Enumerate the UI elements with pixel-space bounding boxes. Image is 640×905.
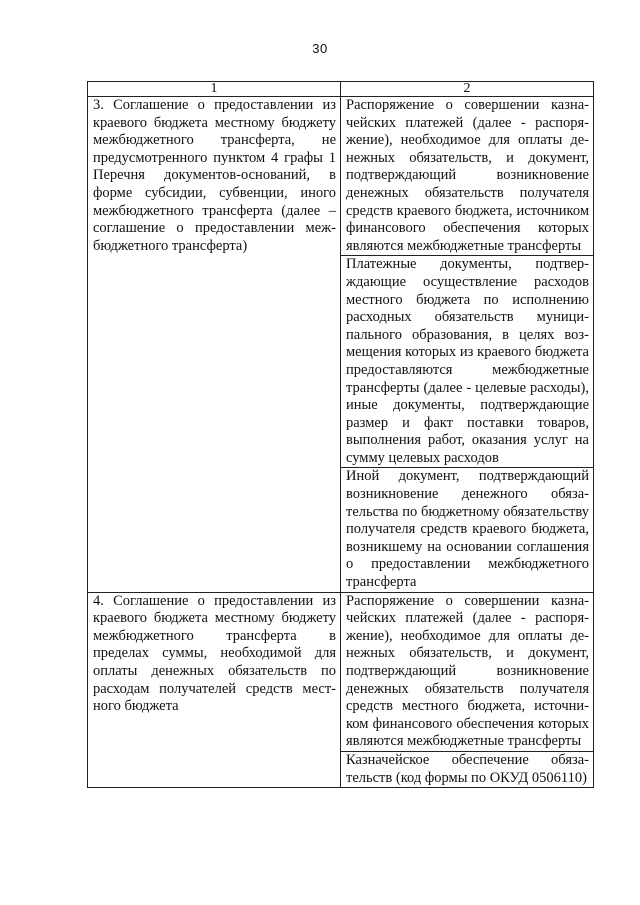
row-3-document-basis — [88, 97, 341, 593]
row-4-right-text-2: Казначейское обеспечение обязательств (код формы по ОКУД 0506110) — [346, 751, 589, 786]
table-header-row — [88, 82, 594, 97]
row-3-supporting-doc-2 — [341, 256, 594, 468]
column-header-1: 1 — [88, 82, 341, 97]
row-3-right-text-1: Распоряжение о совершении казначейских платежей (далее - распоряжение), необходимое для оплаты денежных обязательств, и документ, подтверждающий возникновение денежных обязательств получателя средств краевого бюджета, источником финансового обеспечения которых являются межбюджетные трансферты — [346, 97, 589, 254]
page-number: 30 — [312, 41, 328, 56]
row-4-supporting-doc-1 — [341, 592, 594, 751]
row-4-left-text: 4. Соглашение о предоставлении из краевого бюджета местному бюджету межбюджетного трансферта в пределах суммы, необходимой для оплаты денежных обязательств по расходам получателей средств местного бюджета — [93, 592, 336, 715]
table-row — [88, 97, 594, 256]
row-3-right-text-2: Платежные документы, подтверждающие осуществление расходов местного бюджета по исполнению расходных обязательств муниципального образования, в целях возмещения которых из краевого бюджета предоставляются межбюджетные трансферты (далее - целевые расходы), иные документы, подтверждающие размер и факт поставки товаров, выполнения работ, оказания услуг на сумму целевых расходов — [346, 256, 589, 466]
row-4-right-text-1: Распоряжение о совершении казначейских платежей (далее - распоряжение), необходимое для оплаты денежных обязательств, и документ, подтверждающий возникновение денежных обязательств получателя средств местного бюджета, источником финансового обеспечения которых являются межбюджетные трансферты — [346, 592, 589, 750]
row-3-supporting-doc-3 — [341, 468, 594, 592]
row-4-supporting-doc-2 — [341, 751, 594, 787]
row-4-document-basis — [88, 592, 341, 788]
row-3-right-text-3: Иной документ, подтверждающий возникновение денежного обязательства по бюджетному обязательству получателя средств краевого бюджета, возникшему на основании соглашения о предоставлении межбюджетного трансферта — [346, 468, 589, 591]
table-row — [88, 592, 594, 751]
row-3-supporting-doc-1 — [341, 97, 594, 256]
documents-table — [87, 81, 594, 788]
column-header-2: 2 — [341, 82, 594, 97]
row-3-left-text: 3. Соглашение о предоставлении из краевого бюджета местному бюджету межбюджетного трансферта, не предусмотренного пунктом 4 графы 1 Перечня документов-оснований, в форме субсидии, субвенции, иного межбюджетного трансферта (далее – соглашение о предоставлении межбюджетного трансферта) — [93, 97, 336, 254]
